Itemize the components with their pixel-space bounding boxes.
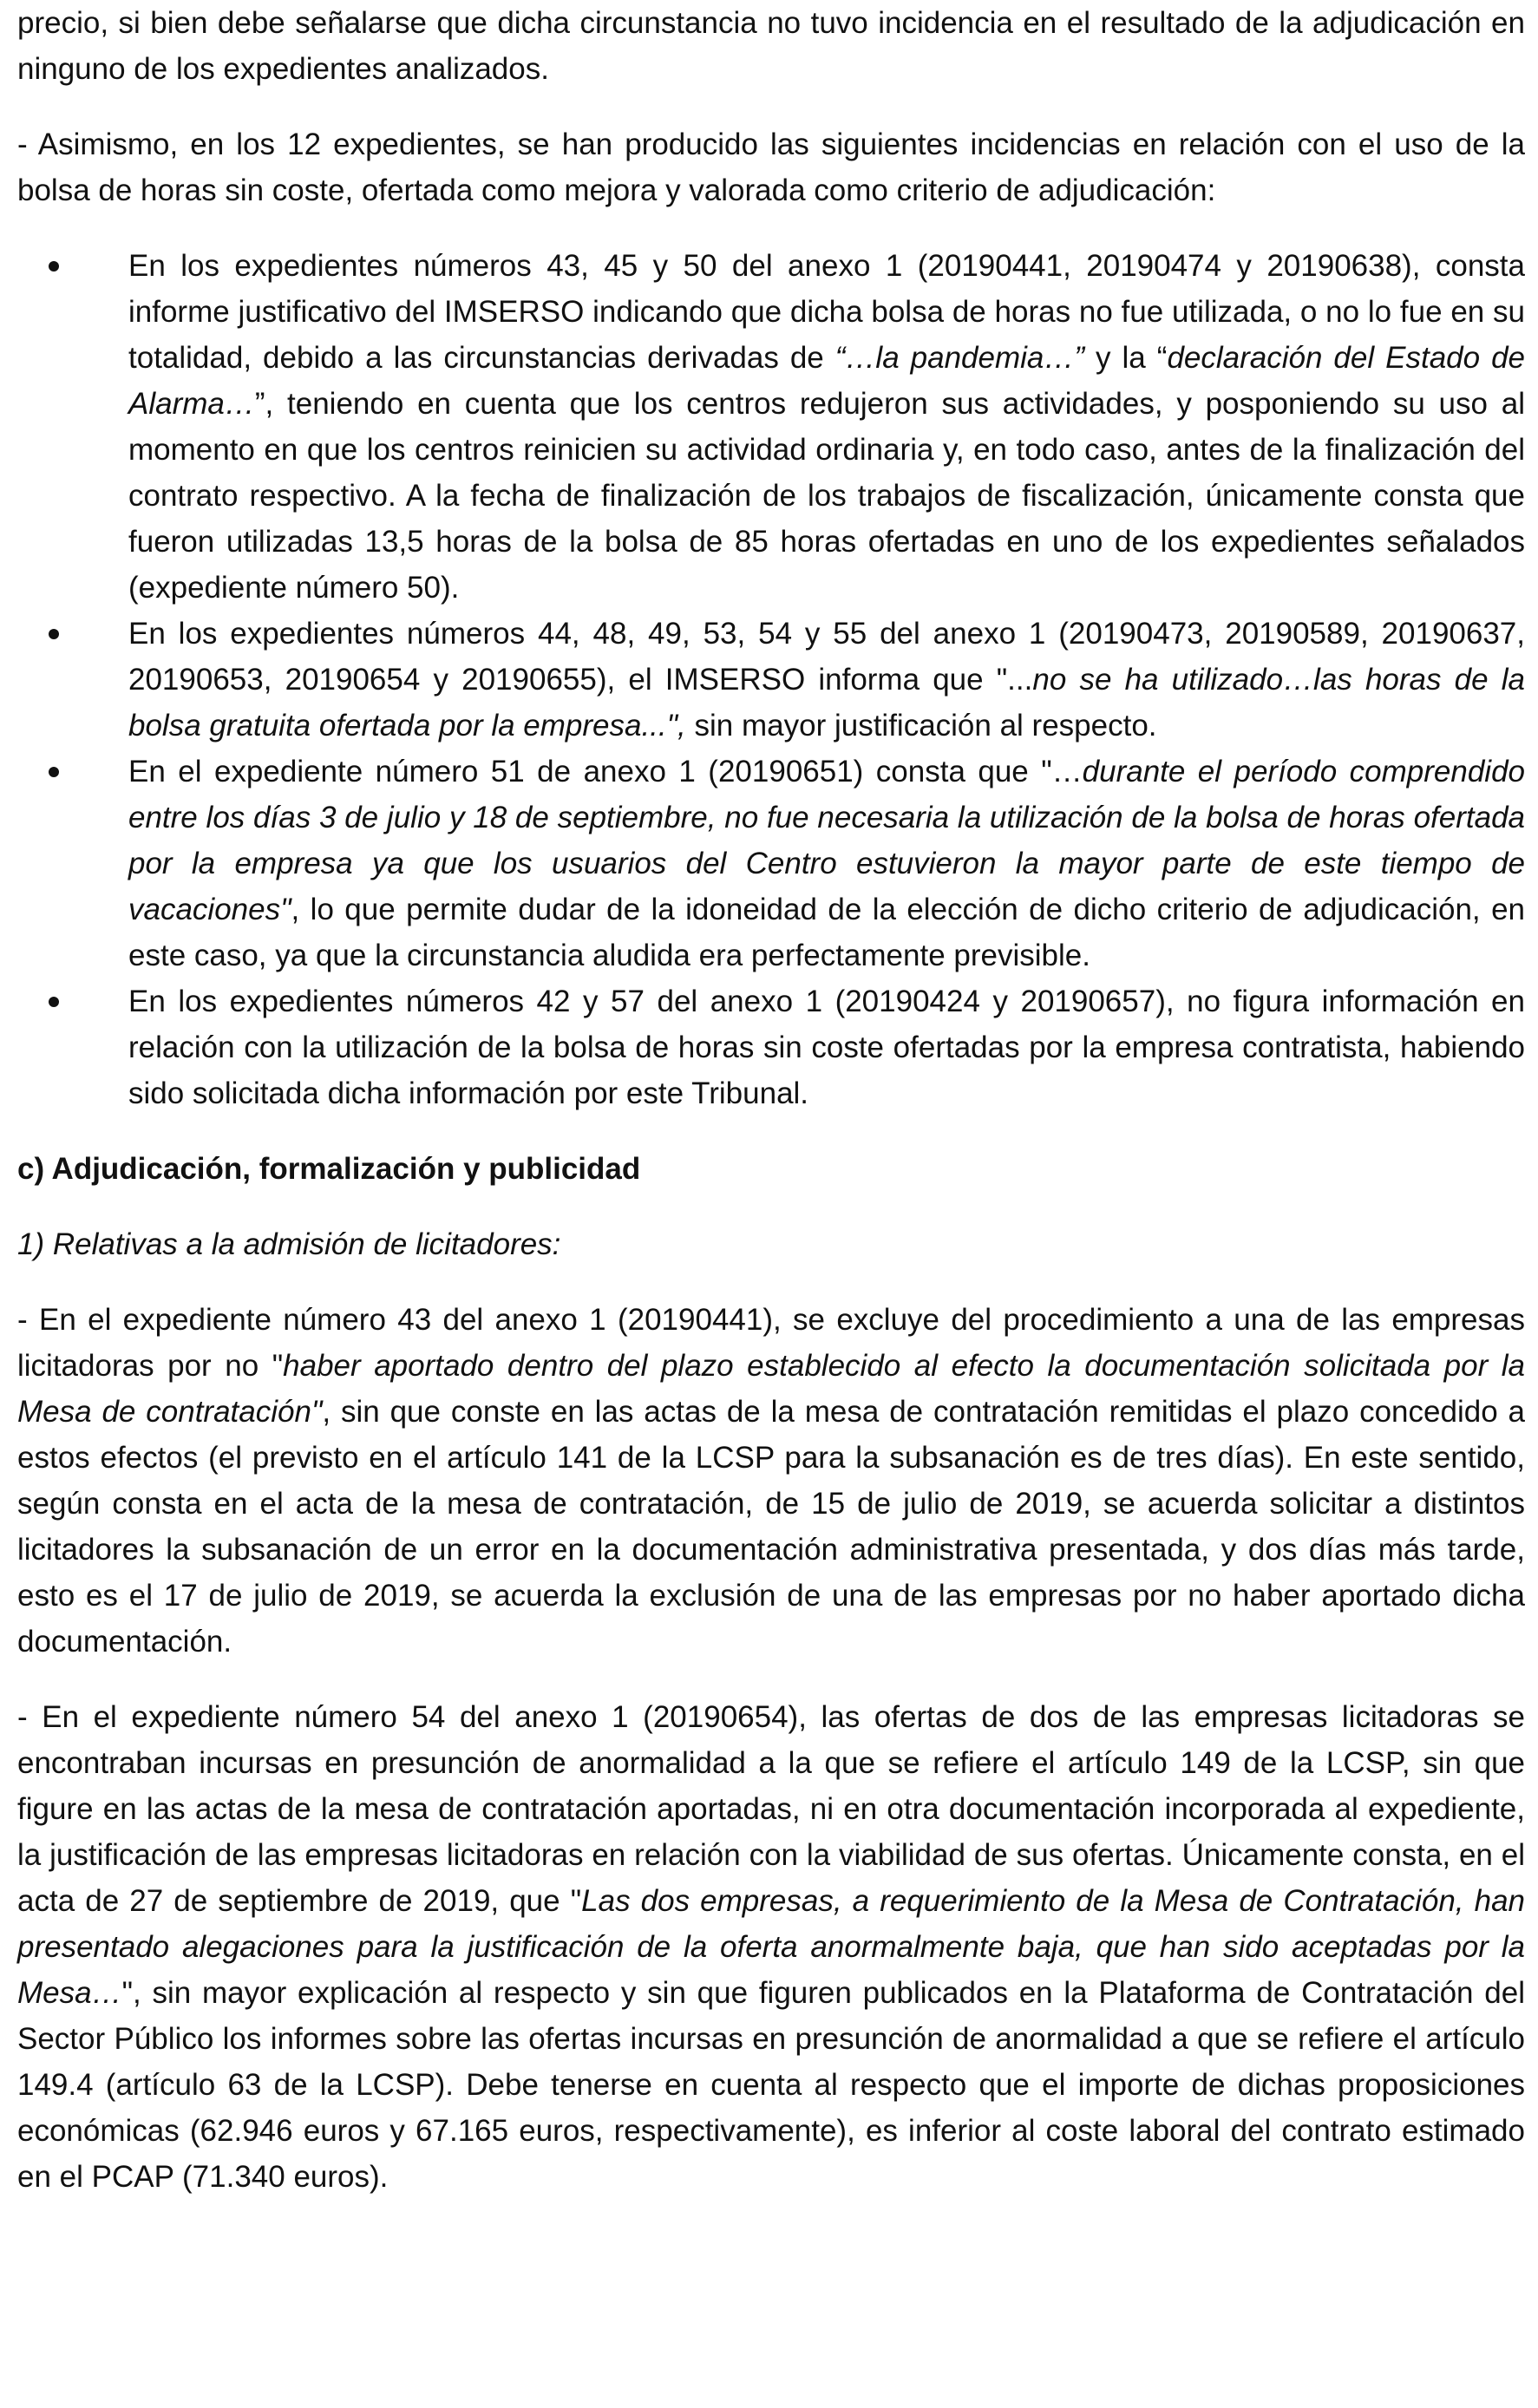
- document-page: [17, 0, 1525, 2200]
- list-item: En los expedientes números 43, 45 y 50 del anexo 1 (20190441, 20190474 y 20190638), consta informe justificativo del IMSERSO indicando que dicha bolsa de horas no fue utilizada, o no lo fue en su totalidad, debido a las circunstancias derivadas de “…la pandemia…” y la “declaración del Estado de Alarma…”, teniendo en cuenta que los centros redujeron sus actividades, y posponiendo su uso al momento en que los centros reinicien su actividad ordinaria y, en todo caso, antes de la finalización del contrato respectivo. A la fecha de finalización de los trabajos de fiscalización, únicamente consta que fueron utilizadas 13,5 horas de la bolsa de 85 horas ofertadas en uno de los expedientes señalados (expediente número 50).: [128, 243, 1525, 611]
- section-heading: c) Adjudicación, formalización y publicidad: [17, 1152, 641, 1186]
- subsection-heading: 1) Relativas a la admisión de licitadores:: [17, 1227, 561, 1261]
- list-item: En los expedientes números 44, 48, 49, 53, 54 y 55 del anexo 1 (20190473, 20190589, 20190637, 20190653, 20190654 y 20190655), el IMSERSO informa que "...no se ha utilizado…las horas de la bolsa gratuita ofertada por la empresa...", sin mayor justificación al respecto.: [128, 611, 1525, 749]
- bullet-icon: [49, 261, 59, 272]
- incidencias-list: [17, 243, 1525, 1116]
- paragraph-bolsa-horas-intro: - Asimismo, en los 12 expedientes, se han producido las siguientes incidencias en relación con el uso de la bolsa de horas sin coste, ofertada como mejora y valorada como criterio de adjudicación:: [17, 128, 1525, 207]
- list-item: En los expedientes números 42 y 57 del anexo 1 (20190424 y 20190657), no figura información en relación con la utilización de la bolsa de horas sin coste ofertadas por la empresa contratista, habiendo sido solicitada dicha información por este Tribunal.: [128, 978, 1525, 1116]
- paragraph-expediente-54: - En el expediente número 54 del anexo 1 (20190654), las ofertas de dos de las empresas licitadoras se encontraban incursas en presunción de anormalidad a la que se refiere el artículo 149 de la LCSP, sin que figure en las actas de la mesa de contratación aportadas, ni en otra documentación incorporada al expediente, la justificación de las empresas licitadoras en relación con la viabilidad de sus ofertas. Únicamente consta, en el acta de 27 de septiembre de 2019, que "Las dos empresas, a requerimiento de la Mesa de Contratación, han presentado alegaciones para la justificación de la oferta anormalmente baja, que han sido aceptadas por la Mesa…", sin mayor explicación al respecto y sin que figuren publicados en la Plataforma de Contratación del Sector Público los informes sobre las ofertas incursas en presunción de anormalidad a que se refiere el artículo 149.4 (artículo 63 de la LCSP). Debe tenerse en cuenta al respecto que el importe de dichas proposiciones económicas (62.946 euros y 67.165 euros, respectivamente), es inferior al coste laboral del contrato estimado en el PCAP (71.340 euros).: [17, 1700, 1526, 2194]
- paragraph-expediente-43: - En el expediente número 43 del anexo 1 (20190441), se excluye del procedimiento a una de las empresas licitadoras por no "haber aportado dentro del plazo establecido al efecto la documentación solicitada por la Mesa de contratación", sin que conste en las actas de la mesa de contratación remitidas el plazo concedido a estos efectos (el previsto en el artículo 141 de la LCSP para la subsanación es de tres días). En este sentido, según consta en el acta de la mesa de contratación, de 15 de julio de 2019, se acuerda solicitar a distintos licitadores la subsanación de un error en la documentación administrativa presentada, y dos días más tarde, esto es el 17 de julio de 2019, se acuerda la exclusión de una de las empresas por no haber aportado dicha documentación.: [17, 1303, 1526, 1659]
- bullet-icon: [49, 997, 59, 1007]
- bullet-icon: [49, 629, 59, 639]
- bullet-icon: [49, 767, 59, 777]
- paragraph-precio: precio, si bien debe señalarse que dicha circunstancia no tuvo incidencia en el resultado de la adjudicación en ninguno de los expedientes analizados.: [17, 6, 1525, 86]
- list-item: En el expediente número 51 de anexo 1 (20190651) consta que "…durante el período comprendido entre los días 3 de julio y 18 de septiembre, no fue necesaria la utilización de la bolsa de horas ofertada por la empresa ya que los usuarios del Centro estuvieron la mayor parte de este tiempo de vacaciones", lo que permite dudar de la idoneidad de la elección de dicho criterio de adjudicación, en este caso, ya que la circunstancia aludida era perfectamente previsible.: [128, 749, 1525, 978]
